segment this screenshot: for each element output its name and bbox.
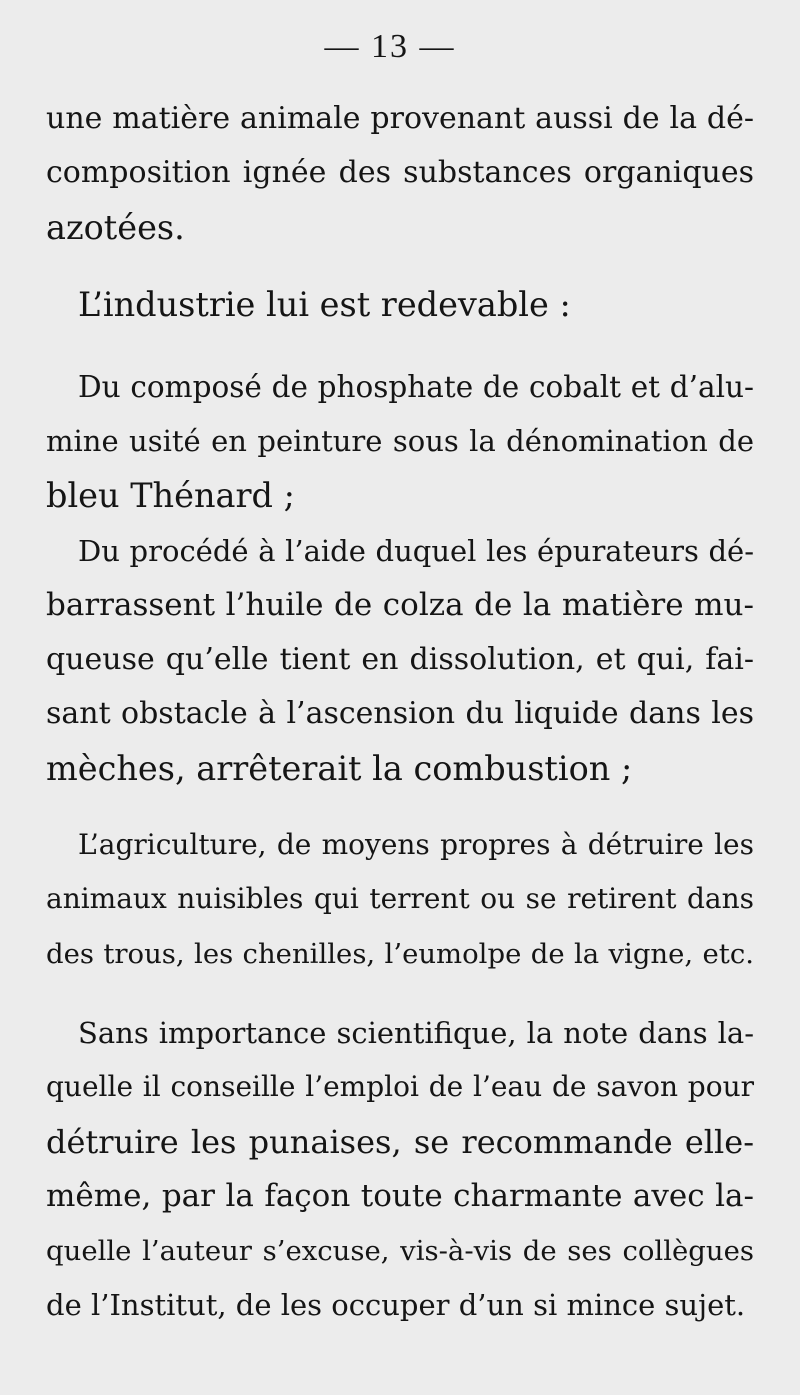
text-line: détruire les punaises, se recommande elle-: [46, 1122, 754, 1161]
page-number: — 13 —: [324, 28, 456, 65]
text-line: une matière animale provenant aussi de la dé-: [46, 101, 754, 136]
text-line: de l’Institut, de les occuper d’un si mince sujet.: [46, 1287, 746, 1322]
text-line: même, par la façon toute charmante avec la-: [46, 1178, 754, 1215]
text-line: animaux nuisibles qui terrent ou se retirent dans: [46, 882, 754, 916]
text-line: mèches, arrêterait la combustion ;: [46, 748, 633, 788]
text-line: des trous, les chenilles, l’eumolpe de la vigne, etc.: [46, 937, 754, 970]
paragraph-5: [46, 818, 754, 981]
text-line: Du procédé à l’aide duquel les épurateurs dé-: [78, 534, 754, 568]
paragraph-6: [46, 1006, 754, 1332]
text-line: L’industrie lui est redevable :: [78, 285, 571, 324]
text-line: barrassent l’huile de colza de la matière mu-: [46, 587, 754, 624]
text-line: Du composé de phosphate de cobalt et d’alu-: [78, 370, 754, 404]
text-line: L’agriculture, de moyens propres à détruire les: [78, 828, 754, 861]
text-line: Sans importance scientifique, la note dans la-: [78, 1016, 754, 1050]
text-line: azotées.: [46, 207, 185, 247]
text-line: composition ignée des substances organiques: [46, 155, 754, 191]
text-line: sant obstacle à l’ascension du liquide dans les: [46, 696, 754, 732]
text-line: queuse qu’elle tient en dissolution, et qui, fai-: [46, 641, 754, 677]
paragraph-1: [46, 92, 754, 255]
text-line: mine usité en peinture sous la dénomination de: [46, 424, 754, 459]
text-line: quelle il conseille l’emploi de l’eau de savon pour: [46, 1070, 754, 1104]
text-line: bleu Thénard ;: [46, 475, 295, 515]
paragraph-3: [46, 360, 754, 523]
text-line: quelle l’auteur s’excuse, vis-à-vis de ses collègues: [46, 1234, 754, 1267]
paragraph-4: [46, 524, 754, 796]
paragraph-2: [46, 278, 754, 332]
